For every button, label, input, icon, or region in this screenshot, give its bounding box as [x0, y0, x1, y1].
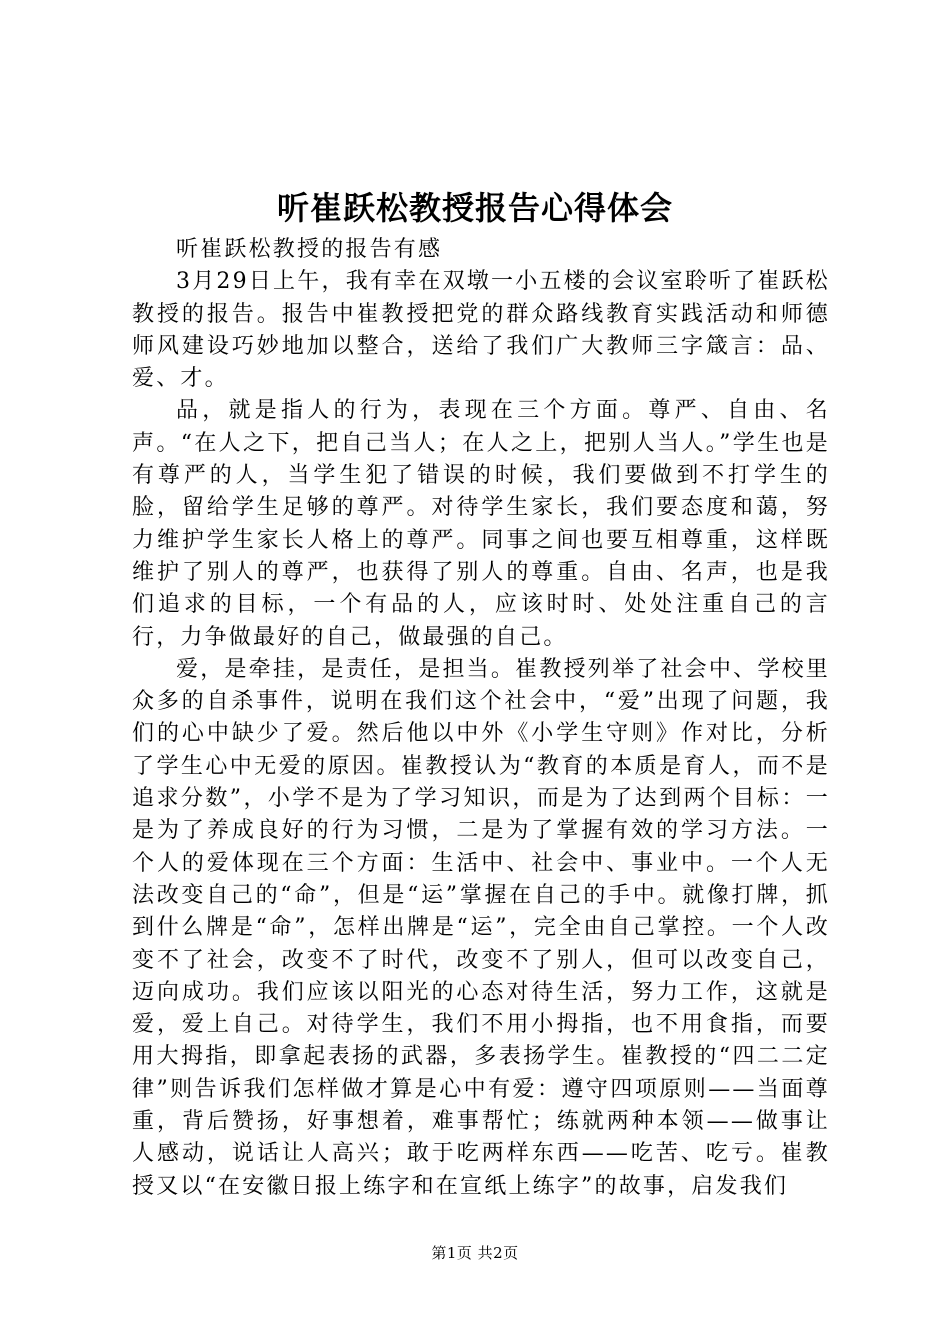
paragraph-subtitle: 听崔跃松教授的报告有感 — [176, 237, 443, 262]
paragraph-pin: 品，就是指人的行为，表现在三个方面。尊严、自由、名声。“在人之下，把自己当人；在人之上，把别人当人。”学生也是有尊严的人，当学生犯了错误的时候，我们要做到不打学生的脸，留给学生足够的尊严。对待学生家长，我们要态度和蔼，努力维护学生家长人格上的尊严。同事之间也要互相尊重，这样既维护了别人的尊严，也获得了别人的尊重。自由、名声，也是我们追求的目标，一个有品的人，应该时时、处处注重自己的言行，力争做最好的自己，做最强的自己。 — [132, 398, 830, 650]
paragraph-intro: 3月29日上午，我有幸在双墩一小五楼的会议室聆听了崔跃松教授的报告。报告中崔教授把党的群众路线教育实践活动和师德师风建设巧妙地加以整合，送给了我们广大教师三字箴言：品、爱、才。 — [132, 269, 830, 392]
page-number-footer: 第1页 共2页 — [431, 1244, 519, 1262]
paragraph-ai: 爱，是牵挂，是责任，是担当。崔教授列举了社会中、学校里众多的自杀事件，说明在我们这个社会中，“爱”出现了问题，我们的心中缺少了爱。然后他以中外《小学生守则》作对比，分析了学生心中无爱的原因。崔教授认为“教育的本质是育人，而不是追求分数”，小学不是为了学习知识，而是为了达到两个目标：一是为了养成良好的行为习惯，二是为了掌握有效的学习方法。一个人的爱体现在三个方面：生活中、社会中、事业中。一个人无法改变自己的“命”，但是“运”掌握在自己的手中。就像打牌，抓到什么牌是“命”，怎样出牌是“运”，完全由自己掌控。一个人改变不了社会，改变不了时代，改变不了别人，但可以改变自己，迈向成功。我们应该以阳光的心态对待生活，努力工作，这就是爱，爱上自己。对待学生，我们不用小拇指，也不用食指，而要用大拇指，即拿起表扬的武器，多表扬学生。崔教授的“四二二定律”则告诉我们怎样做才算是心中有爱：遵守四项原则——当面尊重，背后赞扬，好事想着，难事帮忙；练就两种本领——做事让人感动，说话让人高兴；敢于吃两样东西——吃苦、吃亏。崔教授又以“在安徽日报上练字和在宣纸上练字”的故事，启发我们 — [132, 656, 830, 1199]
document-title: 听崔跃松教授报告心得体会 — [276, 189, 673, 227]
document-body — [132, 234, 830, 1203]
